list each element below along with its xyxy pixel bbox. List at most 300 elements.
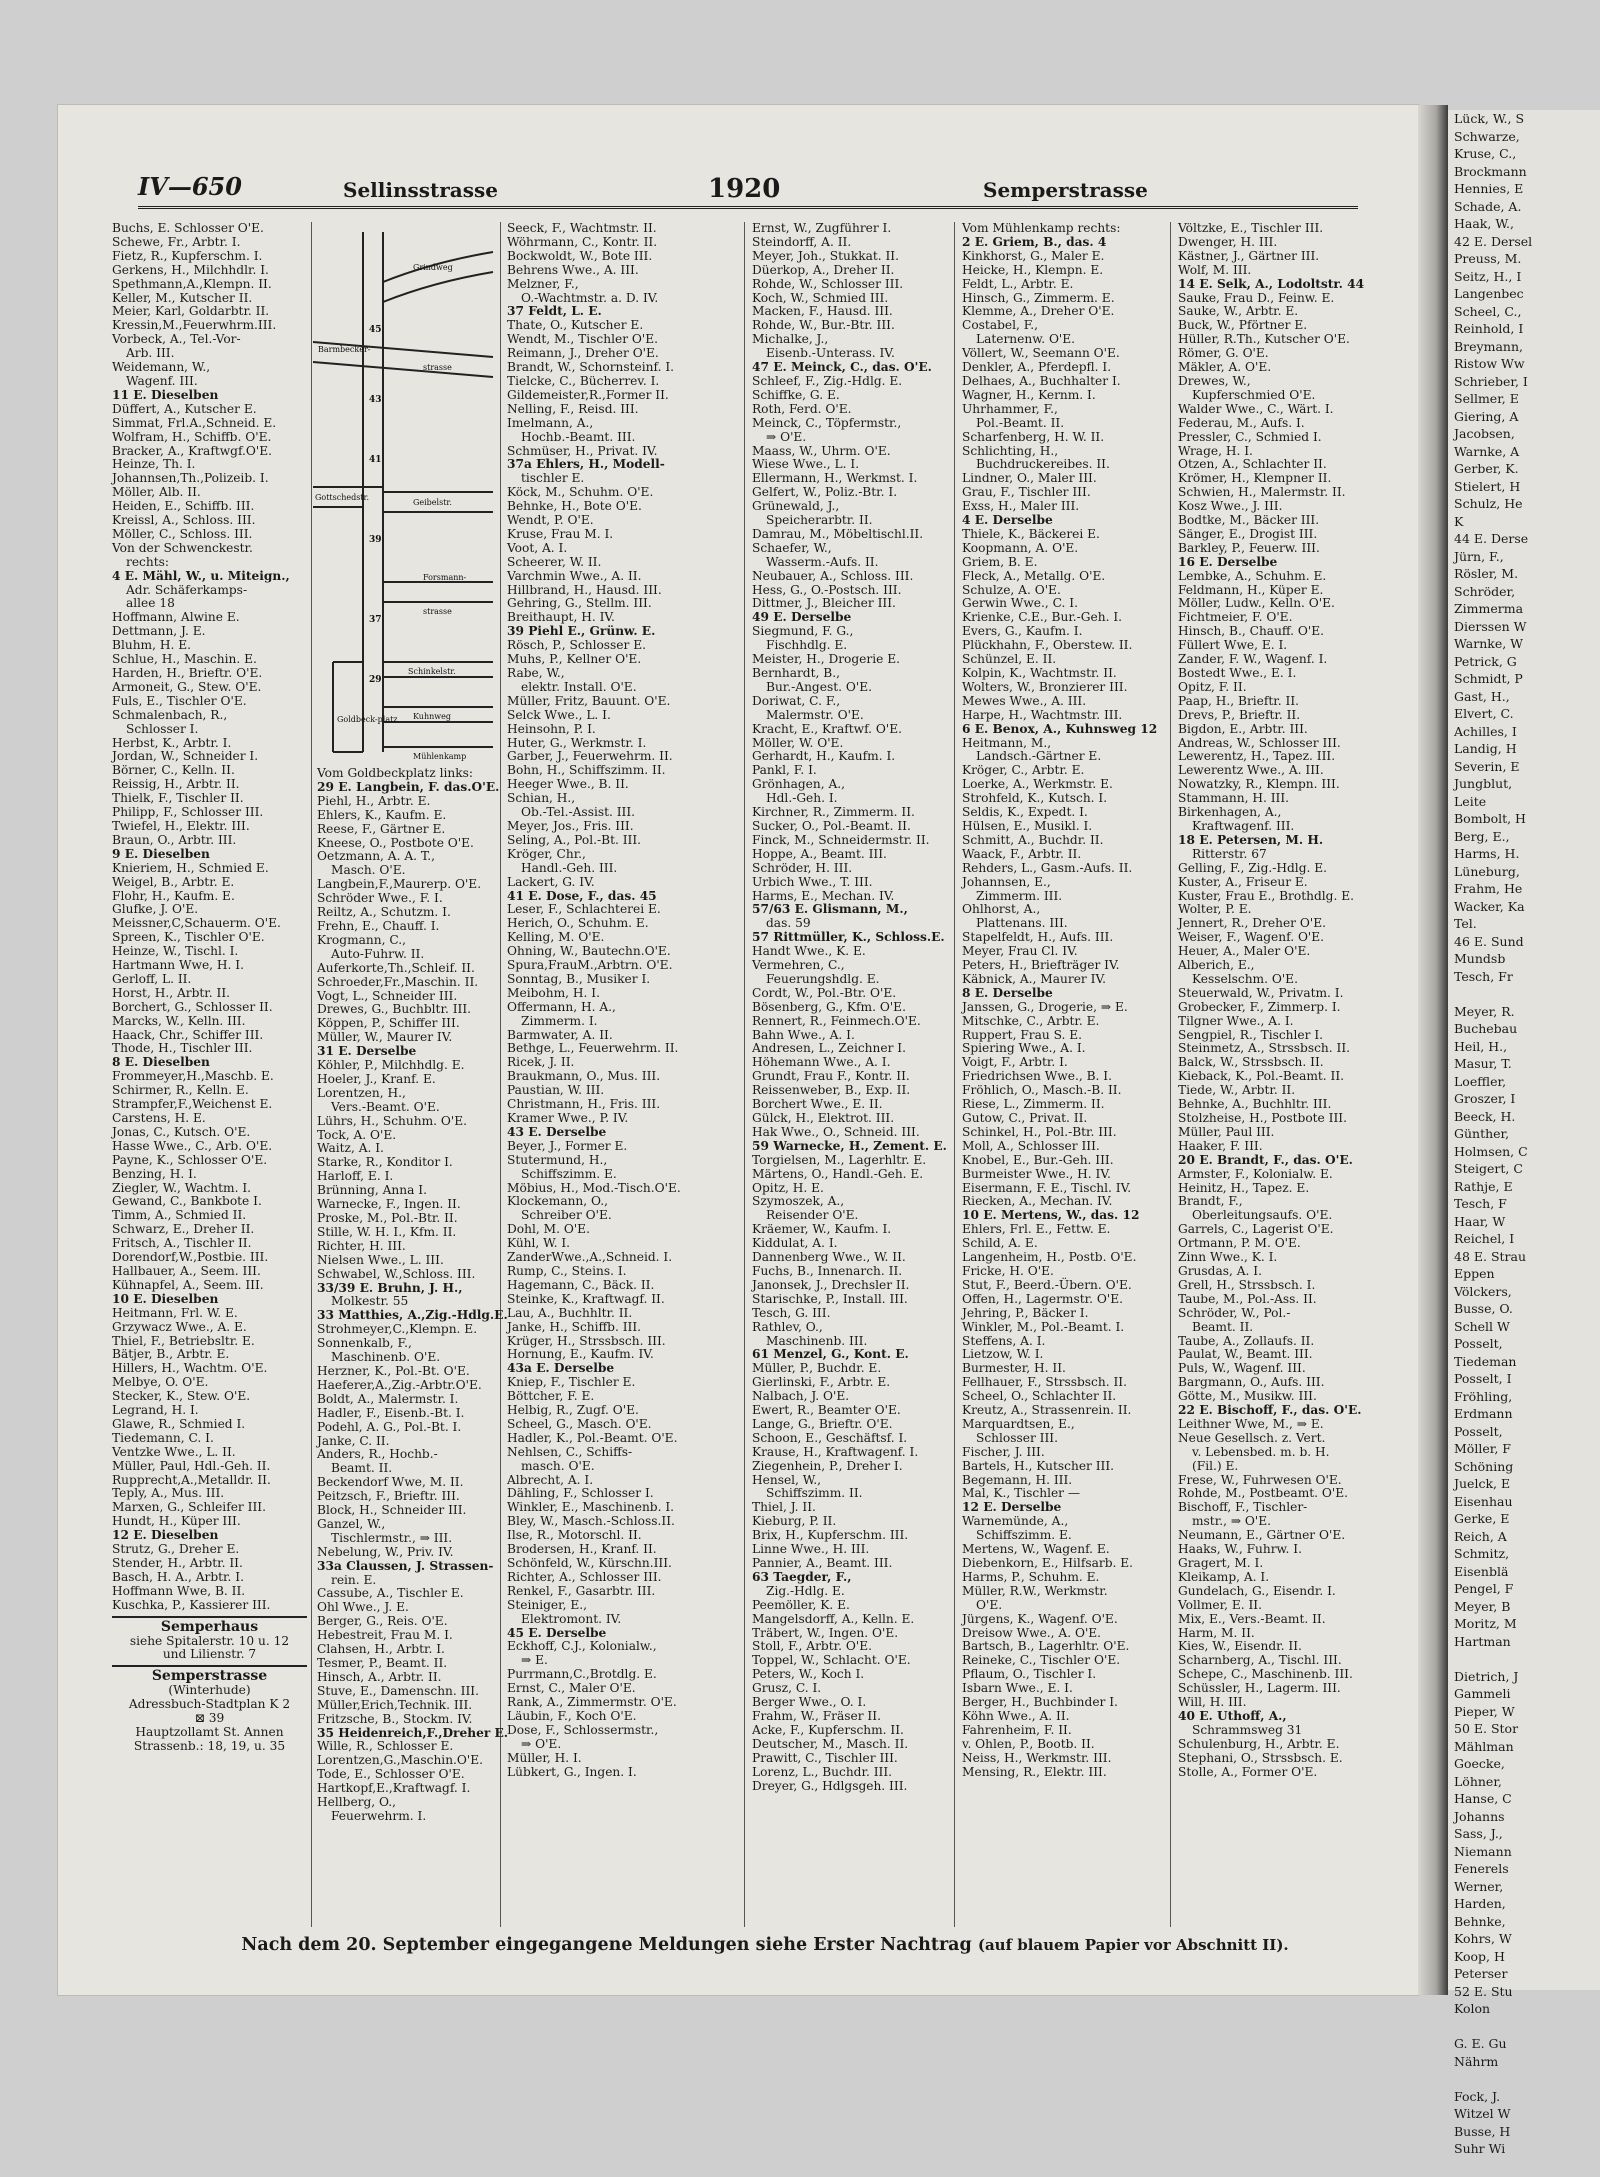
resident-entry: Bartels, H., Kutscher III. xyxy=(962,1458,1115,1473)
house-number-entry: 18 E. Petersen, M. H. xyxy=(1178,832,1324,847)
resident-entry: Gutow, C., Privat. II. xyxy=(962,1111,1088,1125)
resident-entry: Kieburg, P. II. xyxy=(752,1514,837,1529)
resident-entry: Kelling, M. O'E. xyxy=(507,930,605,945)
house-number-entry: 12 E. Dieselben xyxy=(112,1528,219,1543)
resident-entry: Meyer, Frau Cl. IV. xyxy=(962,944,1078,959)
resident-entry: Kies, W., Eisendr. II. xyxy=(1178,1639,1302,1654)
house-number-entry: 4 E. Derselbe xyxy=(962,513,1053,528)
facing-page-line: Ristow Ww xyxy=(1454,356,1525,371)
facing-page-line: 44 E. Derse xyxy=(1454,531,1529,546)
resident-entry: Berger Wwe., O. I. xyxy=(752,1695,867,1710)
resident-entry: Mix, E., Vers.-Beamt. II. xyxy=(1178,1611,1326,1626)
resident-entry: Schlichting, H., xyxy=(962,443,1059,458)
resident-entry: Spreen, K., Tischler O'E. xyxy=(112,930,265,945)
resident-entry: Mangelsdorff, A., Kelln. E. xyxy=(752,1611,915,1626)
resident-entry: Delhaes, A., Buchhalter I. xyxy=(962,373,1121,388)
facing-page-line: Goecke, xyxy=(1454,1756,1505,1771)
resident-entry: Hasse Wwe., C., Arb. O'E. xyxy=(112,1138,273,1153)
resident-entry: Krüger, H., Strssbsch. III. xyxy=(507,1333,666,1348)
resident-entry: Meyer, Jos., Fris. III. xyxy=(507,818,634,833)
facing-page-line: Heil, H., xyxy=(1454,1038,1508,1054)
resident-entry: Bischoff, F., Tischler- xyxy=(1178,1500,1308,1515)
facing-page-line: Meyer, R. xyxy=(1454,1003,1515,1019)
resident-entry: Feldt, L., Arbtr. E. xyxy=(962,276,1074,291)
facing-page-line: Rösler, M. xyxy=(1454,566,1519,581)
resident-entry: Acke, F., Kupferschm. II. xyxy=(752,1722,904,1737)
resident-entry: Lackert, G. IV. xyxy=(507,874,595,889)
resident-entry: Bodtke, M., Bäcker III. xyxy=(1178,513,1320,528)
facing-page-line: Dierssen W xyxy=(1454,618,1527,634)
resident-entry: ⇒ O'E. xyxy=(521,1736,562,1751)
resident-entry: Breithaupt, H. IV. xyxy=(507,610,615,625)
resident-entry: Harloff, E. I. xyxy=(317,1169,394,1184)
resident-entry: allee 18 xyxy=(126,596,175,611)
resident-entry: Klemme, A., Dreher O'E. xyxy=(962,304,1115,319)
facing-page-line: Tiedeman xyxy=(1454,1353,1517,1369)
resident-entry: Buck, W., Pförtner E. xyxy=(1178,318,1308,333)
resident-entry: Köppen, P., Schiffer III. xyxy=(317,1016,460,1031)
resident-entry: Teply, A., Mus. III. xyxy=(112,1486,225,1501)
resident-entry: Schwabel, W.,Schloss. III. xyxy=(317,1266,476,1281)
resident-entry: das. 59 xyxy=(766,916,811,931)
resident-entry: Brix, H., Kupferschm. III. xyxy=(752,1528,909,1543)
resident-entry: Weigel, B., Arbtr. E. xyxy=(112,874,235,889)
resident-entry: Leser, F., Schlachterei E. xyxy=(507,902,661,917)
resident-entry: Weidemann, W., xyxy=(112,360,211,375)
resident-entry: Gülck, H., Elektrot. III. xyxy=(752,1111,895,1125)
resident-entry: Bargmann, O., Aufs. III. xyxy=(1178,1375,1325,1390)
resident-entry: Hochb.-Beamt. III. xyxy=(521,429,636,444)
house-number-entry: 33 Matthies, A.,Zig.-Hdlg.E. xyxy=(317,1308,508,1323)
facing-page-line: Breymann, xyxy=(1454,338,1524,354)
resident-entry: Begemann, H. III. xyxy=(962,1472,1073,1487)
resident-entry: Lübkert, G., Ingen. I. xyxy=(507,1764,637,1779)
facing-page-line: Eppen xyxy=(1454,1266,1495,1281)
facing-page-line: Eisenhau xyxy=(1454,1493,1513,1509)
resident-entry: Neue Gesellsch. z. Vert. xyxy=(1178,1430,1326,1445)
resident-entry: Anders, R., Hochb.- xyxy=(317,1447,438,1462)
resident-entry: Müller,Erich,Technik. III. xyxy=(317,1697,473,1712)
resident-entry: Frehn, E., Chauff. I. xyxy=(317,918,440,933)
resident-entry: Ortmann, P. M. O'E. xyxy=(1178,1236,1301,1251)
resident-entry: Neumann, E., Gärtner O'E. xyxy=(1178,1528,1346,1543)
resident-entry: Bösenberg, G., Kfm. O'E. xyxy=(752,999,906,1014)
resident-entry: Gundelach, G., Eisendr. I. xyxy=(1178,1583,1336,1598)
resident-entry: Tock, A. O'E. xyxy=(317,1127,397,1142)
resident-entry: Stolle, A., Former O'E. xyxy=(1178,1764,1318,1779)
resident-entry: Kneese, O., Postbote O'E. xyxy=(317,835,474,850)
facing-page-line: Giering, A xyxy=(1454,408,1519,424)
resident-entry: Scheerer, W. II. xyxy=(507,554,602,569)
resident-entry: O'E. xyxy=(976,1597,1003,1612)
resident-entry: Steiniger, E., xyxy=(507,1597,587,1612)
resident-entry: Haaks, W., Fuhrw. I. xyxy=(1178,1542,1302,1557)
resident-entry: Braukmann, O., Mus. III. xyxy=(507,1069,661,1084)
resident-entry: Bostedt Wwe., E. I. xyxy=(1178,666,1297,680)
resident-entry: Sonnenkalb, F., xyxy=(317,1336,412,1351)
map-label: strasse xyxy=(423,363,452,372)
resident-entry: Neubauer, A., Schloss. III. xyxy=(752,568,914,583)
resident-entry: Lau, A., Buchhltr. II. xyxy=(507,1305,633,1320)
facing-page-line: Mundsb xyxy=(1454,951,1506,966)
facing-page-line: Suhr Wi xyxy=(1454,2141,1506,2156)
facing-page-line: Zimmerma xyxy=(1454,601,1524,616)
resident-entry: Schirmer, R., Kelln. E. xyxy=(112,1083,249,1098)
resident-entry: Will, H. III. xyxy=(1178,1695,1247,1710)
resident-entry: Grönhagen, A., xyxy=(752,777,846,792)
facing-page-line: Jacobsen, xyxy=(1454,426,1515,441)
resident-entry: Prawitt, C., Tischler III. xyxy=(752,1750,898,1765)
facing-page-line: Stielert, H xyxy=(1454,478,1521,494)
map-label: Grindweg xyxy=(413,263,453,272)
resident-entry: Thate, O., Kutscher E. xyxy=(507,318,644,333)
facing-page-line: Johanns xyxy=(1454,1808,1505,1824)
resident-entry: Feldmann, H., Küper E. xyxy=(1178,582,1324,597)
resident-entry: Purrmann,C.,Brotdlg. E. xyxy=(507,1667,657,1682)
resident-entry: Käbnick, A., Maurer IV. xyxy=(962,971,1106,986)
resident-entry: Horst, H., Arbtr. II. xyxy=(112,985,231,1000)
resident-entry: Fuchs, B., Innenarch. II. xyxy=(752,1263,903,1278)
resident-entry: Bracker, A., Kraftwgf.O'E. xyxy=(112,443,273,458)
resident-entry: Diebenkorn, E., Hilfsarb. E. xyxy=(962,1556,1134,1570)
facing-page-line: Schröder, xyxy=(1454,583,1516,599)
resident-entry: Steinmetz, A., Strssbsch. II. xyxy=(1178,1041,1351,1056)
facing-page-line: Löhner, xyxy=(1454,1773,1502,1789)
resident-entry: Finck, M., Schneidermstr. II. xyxy=(752,832,930,847)
resident-entry: Rank, A., Zimmermstr. O'E. xyxy=(507,1695,677,1710)
resident-entry: Ganzel, W., xyxy=(317,1516,386,1531)
map-label: Kuhnweg xyxy=(413,712,451,721)
info-box-line: siehe Spitalerstr. 10 u. 12 xyxy=(129,1633,290,1648)
resident-entry: Taube, A., Zollaufs. II. xyxy=(1178,1333,1315,1348)
facing-page-line: Schöning xyxy=(1454,1458,1514,1474)
resident-entry: Hadler, K., Pol.-Beamt. O'E. xyxy=(507,1430,678,1445)
facing-page-line: Möller, F xyxy=(1454,1441,1511,1456)
resident-entry: Richter, A., Schlosser III. xyxy=(507,1569,662,1584)
resident-entry: Frese, W., Fuhrwesen O'E. xyxy=(1178,1472,1342,1487)
resident-entry: Beckendorf Wwe, M. II. xyxy=(317,1475,464,1490)
facing-page-line: Buchebau xyxy=(1454,1021,1518,1036)
resident-entry: Harpe, H., Wachtmstr. III. xyxy=(962,707,1123,722)
house-number-entry: 41 E. Dose, F., das. 45 xyxy=(507,888,657,903)
resident-entry: Hornung, E., Kaufm. IV. xyxy=(507,1347,654,1362)
resident-entry: Füllert Wwe, E. I. xyxy=(1178,638,1288,653)
resident-entry: Stender, H., Arbtr. II. xyxy=(112,1556,243,1570)
house-number-entry: 43a E. Derselbe xyxy=(507,1361,615,1376)
facing-page-line: Sellmer, E xyxy=(1454,391,1519,406)
resident-entry: Grzywacz Wwe., A. E. xyxy=(112,1319,247,1334)
info-box-line xyxy=(112,1616,307,1618)
facing-page-line: Koop, H xyxy=(1454,1948,1505,1964)
resident-entry: Rösch, P., Schlosser E. xyxy=(507,638,646,653)
resident-entry: Eisenb.-Unterass. IV. xyxy=(766,346,895,361)
facing-page-line: Hennies, E xyxy=(1454,181,1524,196)
facing-page-line: 50 E. Stor xyxy=(1454,1721,1519,1736)
resident-entry: Frommeyer,H.,Maschb. E. xyxy=(112,1069,274,1084)
resident-entry: Läubin, F., Koch O'E. xyxy=(507,1708,637,1723)
resident-entry: Kruse, Frau M. I. xyxy=(507,526,614,541)
resident-entry: Kröger, C., Arbtr. E. xyxy=(962,763,1085,778)
resident-entry: Fricke, H. O'E. xyxy=(962,1263,1054,1278)
resident-entry: Glufke, J. O'E. xyxy=(112,902,199,917)
resident-entry: Schinkel, H., Pol.-Btr. III. xyxy=(962,1124,1117,1139)
right-street-title: Semperstrasse xyxy=(983,178,1148,202)
resident-entry: Otzen, A., Schlachter II. xyxy=(1178,457,1327,472)
resident-entry: Cassube, A., Tischler E. xyxy=(317,1586,464,1601)
resident-entry: ZanderWwe.,A.,Schneid. I. xyxy=(507,1250,673,1265)
resident-entry: Hak Wwe., O., Schneid. III. xyxy=(752,1124,920,1139)
resident-entry: Wolter, P. E. xyxy=(1178,902,1252,917)
resident-entry: Glawe, R., Schmied I. xyxy=(112,1416,246,1431)
facing-page-line: 42 E. Dersel xyxy=(1454,233,1533,249)
resident-entry: Schild, A. E. xyxy=(962,1236,1038,1251)
resident-entry: Vorbeck, A., Tel.-Vor- xyxy=(112,332,241,347)
resident-entry: Kraftwagenf. III. xyxy=(1192,818,1295,833)
facing-page-line: Kruse, C., xyxy=(1454,146,1517,161)
resident-entry: tischler E. xyxy=(521,471,585,486)
resident-entry: Rathlev, O., xyxy=(752,1319,823,1334)
book-binding xyxy=(1418,105,1448,1995)
facing-page-line: Reichel, I xyxy=(1454,1231,1515,1246)
resident-entry: Basch, H. A., Arbtr. I. xyxy=(112,1569,244,1584)
resident-entry: Wolf, M. III. xyxy=(1178,262,1252,277)
resident-entry: Sänger, E., Drogist III. xyxy=(1178,526,1318,541)
resident-entry: Riese, L., Zimmerm. II. xyxy=(962,1097,1105,1112)
resident-entry: Melbye, O. O'E. xyxy=(112,1375,209,1390)
resident-entry: Böttcher, F. E. xyxy=(507,1389,595,1404)
resident-entry: Langbein,F.,Maurerp. O'E. xyxy=(317,877,482,892)
facing-page-line: Holmsen, C xyxy=(1454,1143,1528,1159)
resident-entry: Jennert, R., Dreher O'E. xyxy=(1178,916,1326,931)
info-box-line: Adressbuch-Stadtplan K 2 xyxy=(128,1697,291,1712)
resident-entry: Masch. O'E. xyxy=(331,863,406,878)
map-number: 45 xyxy=(369,325,382,335)
resident-entry: Kräemer, W., Kaufm. I. xyxy=(752,1222,892,1237)
resident-entry: Auto-Fuhrw. II. xyxy=(331,946,425,961)
resident-entry: Hoeler, J., Kranf. E. xyxy=(317,1071,436,1086)
resident-entry: ⇒ E. xyxy=(521,1653,548,1668)
resident-entry: Albrecht, A. I. xyxy=(507,1472,594,1487)
resident-entry: Buchs, E. Schlosser O'E. xyxy=(112,221,264,235)
resident-entry: Bethge, L., Feuerwehrm. II. xyxy=(507,1041,679,1056)
resident-entry: Fritsch, A., Tischler II. xyxy=(112,1236,252,1251)
resident-entry: Weiser, F., Wagenf. O'E. xyxy=(1178,930,1325,945)
resident-entry: Heinze, W., Tischl. I. xyxy=(112,944,239,959)
resident-entry: Elektromont. IV. xyxy=(521,1611,622,1626)
facing-page-line: Harden, xyxy=(1454,1896,1506,1911)
resident-entry: Marcks, W., Kelln. III. xyxy=(112,1013,246,1028)
facing-page-line: Fenerels xyxy=(1454,1861,1509,1876)
resident-entry: Borchert, G., Schlosser II. xyxy=(112,999,273,1014)
resident-entry: Steinke, K., Kraftwagf. II. xyxy=(507,1291,665,1306)
facing-page-line: Berg, E., xyxy=(1454,828,1510,844)
resident-entry: Sauke, Frau D., Feinw. E. xyxy=(1178,290,1335,305)
resident-entry: Fleck, A., Metallg. O'E. xyxy=(962,568,1106,583)
resident-entry: Thiel, J. II. xyxy=(752,1500,816,1515)
resident-entry: Hüller, R.Th., Kutscher O'E. xyxy=(1178,332,1350,347)
resident-entry: Benzing, H. I. xyxy=(112,1166,197,1181)
resident-entry: Heinsohn, P. I. xyxy=(507,721,596,736)
resident-entry: Lorentzen, H., xyxy=(317,1085,406,1100)
resident-entry: Offen, H., Lagermstr. O'E. xyxy=(962,1291,1123,1306)
facing-page-line: Schmitz, xyxy=(1454,1546,1510,1561)
resident-entry: Hundt, H., Küper III. xyxy=(112,1514,241,1529)
resident-entry: Ellermann, H., Werkmst. I. xyxy=(752,471,918,486)
facing-page-line: Völckers, xyxy=(1454,1283,1512,1299)
house-number-entry: 20 E. Brandt, F., das. O'E. xyxy=(1178,1152,1353,1167)
resident-entry: Müller, H. I. xyxy=(507,1750,582,1765)
resident-entry: Braun, O., Arbtr. III. xyxy=(112,832,237,847)
resident-entry: Schwarz, E., Dreher II. xyxy=(112,1222,255,1237)
resident-entry: Meinck, C., Töpfermstr., xyxy=(752,415,902,430)
house-number-entry: 8 E. Derselbe xyxy=(962,985,1053,1000)
resident-entry: Taube, M., Pol.-Ass. II. xyxy=(1178,1291,1317,1306)
facing-page-line xyxy=(1448,985,1600,1003)
resident-entry: Bockwoldt, W., Bote III. xyxy=(507,248,653,263)
resident-entry: Ernst, C., Maler O'E. xyxy=(507,1681,636,1696)
resident-entry: Stut, F., Beerd.-Übern. O'E. xyxy=(962,1277,1132,1292)
map-number: 37 xyxy=(369,615,382,625)
resident-entry: Eckhoff, C.J., Kolonialw., xyxy=(507,1639,657,1654)
resident-entry: Warnemünde, A., xyxy=(962,1514,1069,1529)
directory-columns xyxy=(112,221,1365,1927)
resident-entry: Plattenans. III. xyxy=(976,916,1068,931)
facing-page-line: Achilles, I xyxy=(1454,723,1517,739)
resident-entry: Grusdas, A. I. xyxy=(1178,1263,1262,1278)
resident-entry: Zinn Wwe., K. I. xyxy=(1178,1250,1278,1265)
resident-entry: Toppel, W., Schlacht. O'E. xyxy=(752,1653,911,1668)
info-box-line: (Winterhude) xyxy=(168,1683,251,1698)
resident-entry: Kästner, J., Gärtner III. xyxy=(1178,248,1320,263)
facing-page-line: Schwarze, xyxy=(1454,128,1520,144)
resident-entry: Hebestreit, Frau M. I. xyxy=(317,1628,453,1643)
resident-entry: Rupprecht,A.,Metalldr. II. xyxy=(112,1472,271,1487)
resident-entry: Dreisow Wwe., A. O'E. xyxy=(962,1625,1102,1640)
resident-entry: Hdl.-Geh. I. xyxy=(766,791,838,806)
resident-entry: Kramer Wwe., P. IV. xyxy=(507,1111,629,1125)
resident-entry: Jürgens, K., Wagenf. O'E. xyxy=(962,1611,1118,1626)
resident-entry: Hillbrand, H., Hausd. III. xyxy=(507,582,662,597)
resident-entry: Schleef, F., Zig.-Hdlg. E. xyxy=(752,373,903,388)
resident-entry: Philipp, F., Schlosser III. xyxy=(112,805,264,820)
resident-entry: Twiefel, H., Elektr. III. xyxy=(112,818,250,833)
resident-entry: Harden, H., Brieftr. O'E. xyxy=(112,666,263,680)
resident-entry: Beyer, J., Former E. xyxy=(507,1138,628,1153)
resident-entry: Eisermann, F. E., Tischl. IV. xyxy=(962,1180,1132,1195)
resident-entry: Paulat, W., Beamt. III. xyxy=(1178,1347,1313,1362)
resident-entry: Waack, F., Arbtr. II. xyxy=(962,846,1082,861)
resident-entry: Müller, R.W., Werkmstr. xyxy=(962,1583,1108,1598)
resident-entry: Kolpin, K., Wachtmstr. II. xyxy=(962,666,1117,680)
resident-entry: Janke, H., Schiffb. III. xyxy=(507,1319,642,1334)
resident-entry: Landsch.-Gärtner E. xyxy=(976,749,1102,764)
resident-entry: Sengpiel, R., Tischler I. xyxy=(1178,1027,1324,1042)
facing-page-line: Hartman xyxy=(1454,1633,1511,1649)
resident-entry: Langenheim, H., Postb. O'E. xyxy=(962,1250,1137,1265)
facing-page-line: Elvert, C. xyxy=(1454,706,1514,721)
resident-entry: Andresen, L., Zeichner I. xyxy=(752,1041,906,1056)
resident-entry: Rohde, W., Schlosser III. xyxy=(752,276,904,291)
house-number-entry: 22 E. Bischoff, F., das. O'E. xyxy=(1178,1403,1362,1418)
resident-entry: Schiffszimm. E. xyxy=(521,1166,617,1181)
resident-entry: Exss, H., Maler III. xyxy=(962,499,1080,514)
resident-entry: Barmwater, A. II. xyxy=(507,1027,613,1042)
facing-page-line: Loeffler, xyxy=(1454,1073,1507,1089)
resident-entry: Hoffmann Wwe, B. II. xyxy=(112,1583,246,1598)
resident-entry: Alberich, E., xyxy=(1178,958,1255,973)
resident-entry: Kieback, K., Pol.-Beamt. II. xyxy=(1178,1069,1345,1084)
resident-entry: Speicherarbtr. II. xyxy=(766,513,873,528)
facing-page-line: Eisenblä xyxy=(1454,1563,1509,1579)
resident-entry: Denkler, A., Pferdepfl. I. xyxy=(962,360,1112,375)
resident-entry: Pol.-Beamt. II. xyxy=(976,415,1065,430)
resident-entry: Scharfenberg, H. W. II. xyxy=(962,429,1105,444)
resident-entry: Kreissl, A., Schloss. III. xyxy=(112,513,256,528)
resident-entry: Hess, G., O.-Postsch. III. xyxy=(752,582,902,597)
resident-entry: Wöhrmann, C., Kontr. II. xyxy=(507,234,658,249)
resident-entry: Szymoszek, A., xyxy=(752,1194,845,1209)
resident-entry: Leithner Wwe, M., ⇒ E. xyxy=(1178,1416,1324,1431)
resident-entry: Gerloff, L. II. xyxy=(112,971,192,986)
resident-entry: Stuve, E., Damenschn. III. xyxy=(317,1683,479,1698)
resident-entry: Bohn, H., Schiffszimm. II. xyxy=(507,763,666,778)
resident-entry: Schepe, C., Maschinenb. III. xyxy=(1178,1667,1353,1682)
resident-entry: Hartkopf,E.,Kraftwagf. I. xyxy=(317,1781,471,1796)
resident-entry: Koch, W., Schmied III. xyxy=(752,290,889,305)
resident-entry: Köhn Wwe., A. II. xyxy=(962,1708,1070,1723)
resident-entry: Garrels, C., Lagerist O'E. xyxy=(1178,1222,1334,1237)
facing-page-line: Bombolt, H xyxy=(1454,811,1526,826)
resident-entry: Lewerentz Wwe., A. III. xyxy=(1178,763,1324,778)
resident-entry: Tielcke, C., Bücherrev. I. xyxy=(507,373,660,388)
resident-entry: Möller, W. O'E. xyxy=(752,735,844,750)
resident-entry: v. Lebensbed. m. b. H. xyxy=(1192,1444,1330,1459)
facing-page-line: Meyer, B xyxy=(1454,1598,1511,1614)
resident-entry: Berger, H., Buchbinder I. xyxy=(962,1695,1118,1710)
resident-entry: Kreutz, A., Strassenrein. II. xyxy=(962,1403,1132,1418)
resident-entry: Nebelung, W., Priv. IV. xyxy=(317,1544,454,1559)
facing-page-line: Petrick, G xyxy=(1454,653,1517,669)
resident-entry: Payne, K., Schlosser O'E. xyxy=(112,1152,268,1167)
resident-entry: Tiedemann, C. I. xyxy=(112,1430,214,1445)
resident-entry: Bur.-Angest. O'E. xyxy=(766,679,872,694)
directory-column-1 xyxy=(112,222,307,1927)
resident-entry: Stammann, H. III. xyxy=(1178,791,1290,806)
facing-page-line: Tesch, Fr xyxy=(1454,968,1513,984)
resident-entry: Vom Goldbeckplatz links: xyxy=(317,766,473,780)
house-number-entry: 14 E. Selk, A., Lodoltstr. 44 xyxy=(1178,276,1365,291)
resident-entry: Christmann, H., Fris. III. xyxy=(507,1097,661,1112)
resident-entry: Kühl, W. I. xyxy=(507,1236,571,1251)
resident-entry: Zig.-Hdlg. E. xyxy=(766,1583,845,1598)
facing-page-line: Masur, T. xyxy=(1454,1056,1512,1071)
resident-entry: Starke, R., Konditor I. xyxy=(317,1155,453,1170)
resident-entry: Ilse, R., Motorschl. II. xyxy=(507,1528,642,1543)
resident-entry: Hensel, W., xyxy=(752,1472,821,1487)
resident-entry: Bahn Wwe., A. I. xyxy=(752,1027,855,1042)
directory-column-5 xyxy=(962,222,1172,1927)
facing-page-line: Frahm, He xyxy=(1454,881,1523,896)
facing-page-line: Landig, H xyxy=(1454,741,1517,756)
info-box-line: Semperhaus xyxy=(160,1618,259,1635)
resident-entry: Carstens, H. E. xyxy=(112,1111,206,1125)
resident-entry: Strohmeyer,C.,Klempn. E. xyxy=(317,1322,478,1337)
resident-entry: Dannenberg Wwe., W. II. xyxy=(752,1250,906,1265)
resident-entry: Müller, P., Buchdr. E. xyxy=(752,1361,882,1376)
house-number-entry: 47 E. Meinck, C., das. O'E. xyxy=(752,360,932,375)
resident-entry: Kupferschmied O'E. xyxy=(1192,387,1316,402)
house-number-entry: 33/39 E. Bruhn, J. H., xyxy=(317,1280,463,1295)
